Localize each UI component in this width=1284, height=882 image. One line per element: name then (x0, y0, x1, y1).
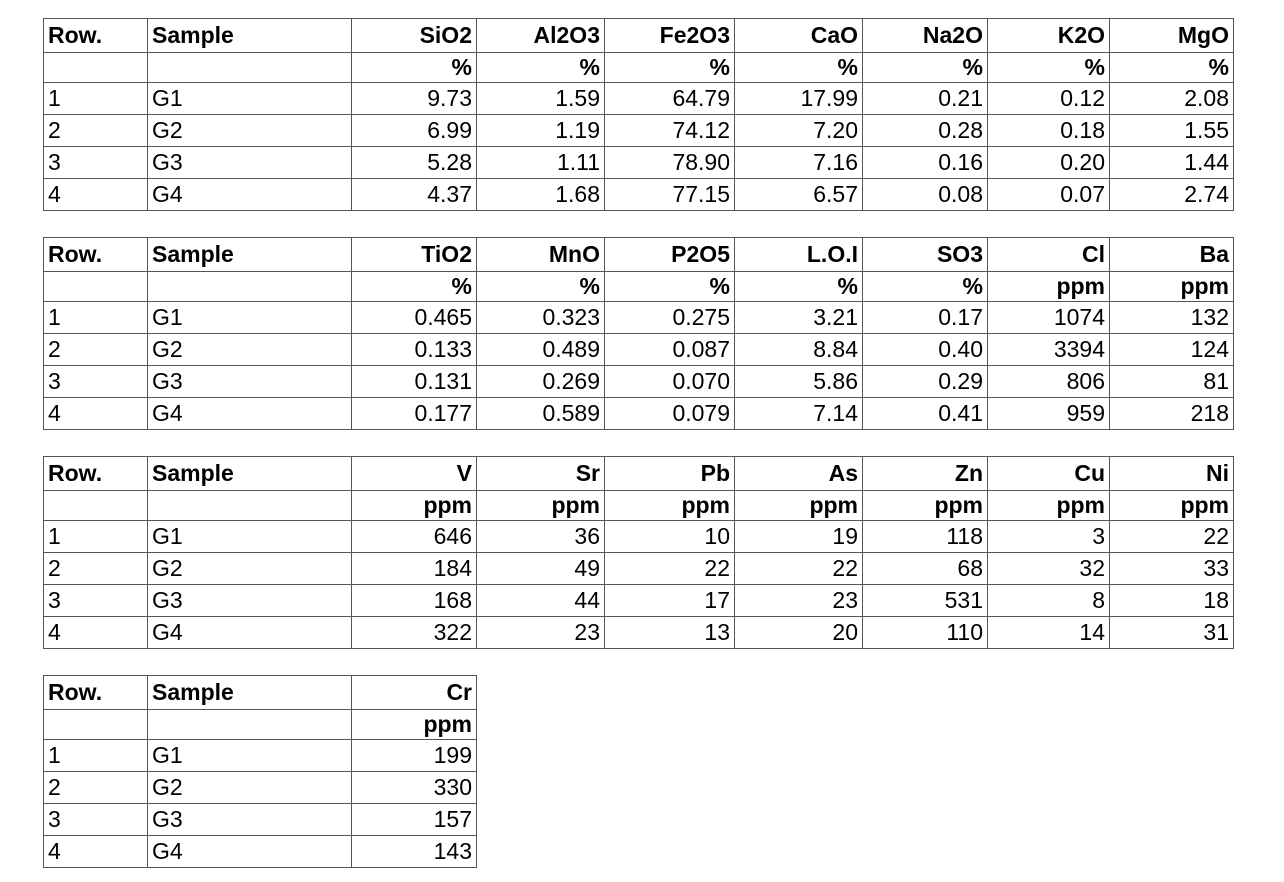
value-cell: 3394 (988, 334, 1110, 366)
column-header: Na2O (863, 19, 988, 53)
table-row (44, 617, 1234, 649)
value-cell: 1074 (988, 302, 1110, 334)
row-header: Row. (44, 457, 148, 491)
value-cell: 1.55 (1110, 115, 1234, 147)
value-cell: 1.44 (1110, 147, 1234, 179)
sample-cell: G1 (148, 740, 352, 772)
value-cell: 199 (352, 740, 477, 772)
column-header: SiO2 (352, 19, 477, 53)
sample-cell: G1 (148, 302, 352, 334)
unit-cell: ppm (988, 272, 1110, 302)
value-cell: 22 (1110, 521, 1234, 553)
unit-cell: % (477, 53, 605, 83)
value-cell: 531 (863, 585, 988, 617)
value-cell: 0.177 (352, 398, 477, 430)
value-cell: 0.589 (477, 398, 605, 430)
sample-cell: G2 (148, 553, 352, 585)
value-cell: 7.16 (735, 147, 863, 179)
column-header: L.O.I (735, 238, 863, 272)
empty-cell (148, 53, 352, 83)
value-cell: 1.11 (477, 147, 605, 179)
table-row (44, 772, 477, 804)
sample-cell: G2 (148, 772, 352, 804)
column-header: Pb (605, 457, 735, 491)
data-table-4 (43, 675, 477, 868)
value-cell: 132 (1110, 302, 1234, 334)
table-row (44, 366, 1234, 398)
header-row (44, 457, 1234, 491)
value-cell: 0.275 (605, 302, 735, 334)
sample-cell: G1 (148, 521, 352, 553)
row-number-cell: 1 (44, 521, 148, 553)
value-cell: 14 (988, 617, 1110, 649)
column-header: Ni (1110, 457, 1234, 491)
unit-cell: ppm (605, 491, 735, 521)
value-cell: 3.21 (735, 302, 863, 334)
value-cell: 0.20 (988, 147, 1110, 179)
value-cell: 8.84 (735, 334, 863, 366)
value-cell: 143 (352, 836, 477, 868)
row-number-cell: 4 (44, 179, 148, 211)
table-row (44, 398, 1234, 430)
value-cell: 22 (735, 553, 863, 585)
empty-cell (44, 491, 148, 521)
row-number-cell: 1 (44, 83, 148, 115)
row-number-cell: 4 (44, 836, 148, 868)
value-cell: 19 (735, 521, 863, 553)
value-cell: 5.86 (735, 366, 863, 398)
value-cell: 20 (735, 617, 863, 649)
value-cell: 0.17 (863, 302, 988, 334)
sample-cell: G4 (148, 617, 352, 649)
value-cell: 6.99 (352, 115, 477, 147)
value-cell: 0.489 (477, 334, 605, 366)
value-cell: 0.28 (863, 115, 988, 147)
table-row (44, 553, 1234, 585)
value-cell: 0.070 (605, 366, 735, 398)
row-number-cell: 2 (44, 115, 148, 147)
empty-cell (44, 710, 148, 740)
value-cell: 218 (1110, 398, 1234, 430)
column-header: SO3 (863, 238, 988, 272)
unit-cell: % (352, 272, 477, 302)
column-header: V (352, 457, 477, 491)
value-cell: 0.131 (352, 366, 477, 398)
unit-cell: ppm (735, 491, 863, 521)
row-number-cell: 1 (44, 302, 148, 334)
empty-cell (148, 710, 352, 740)
value-cell: 646 (352, 521, 477, 553)
column-header: Cl (988, 238, 1110, 272)
value-cell: 330 (352, 772, 477, 804)
value-cell: 64.79 (605, 83, 735, 115)
unit-row (44, 491, 1234, 521)
value-cell: 0.323 (477, 302, 605, 334)
value-cell: 7.20 (735, 115, 863, 147)
empty-cell (148, 491, 352, 521)
unit-row (44, 710, 477, 740)
unit-cell: ppm (477, 491, 605, 521)
column-header: As (735, 457, 863, 491)
value-cell: 17 (605, 585, 735, 617)
column-header: Cu (988, 457, 1110, 491)
row-number-cell: 4 (44, 617, 148, 649)
unit-row (44, 53, 1234, 83)
column-header: Al2O3 (477, 19, 605, 53)
column-header: Ba (1110, 238, 1234, 272)
row-number-cell: 3 (44, 804, 148, 836)
value-cell: 0.40 (863, 334, 988, 366)
unit-cell: ppm (352, 710, 477, 740)
table-row (44, 334, 1234, 366)
value-cell: 32 (988, 553, 1110, 585)
value-cell: 0.079 (605, 398, 735, 430)
value-cell: 806 (988, 366, 1110, 398)
sample-cell: G3 (148, 366, 352, 398)
unit-cell: % (735, 272, 863, 302)
value-cell: 118 (863, 521, 988, 553)
table-row (44, 115, 1234, 147)
sample-header: Sample (148, 19, 352, 53)
table-row (44, 804, 477, 836)
value-cell: 322 (352, 617, 477, 649)
value-cell: 0.133 (352, 334, 477, 366)
value-cell: 23 (735, 585, 863, 617)
value-cell: 2.74 (1110, 179, 1234, 211)
unit-cell: ppm (1110, 272, 1234, 302)
unit-cell: ppm (863, 491, 988, 521)
table-row (44, 302, 1234, 334)
value-cell: 959 (988, 398, 1110, 430)
table-row (44, 740, 477, 772)
column-header: MgO (1110, 19, 1234, 53)
column-header: Fe2O3 (605, 19, 735, 53)
value-cell: 23 (477, 617, 605, 649)
column-header: Cr (352, 676, 477, 710)
table-row (44, 521, 1234, 553)
column-header: TiO2 (352, 238, 477, 272)
sample-cell: G4 (148, 179, 352, 211)
value-cell: 17.99 (735, 83, 863, 115)
sample-header: Sample (148, 457, 352, 491)
unit-cell: ppm (352, 491, 477, 521)
value-cell: 157 (352, 804, 477, 836)
value-cell: 81 (1110, 366, 1234, 398)
sample-cell: G4 (148, 398, 352, 430)
value-cell: 4.37 (352, 179, 477, 211)
row-number-cell: 3 (44, 585, 148, 617)
unit-cell: % (735, 53, 863, 83)
value-cell: 0.12 (988, 83, 1110, 115)
header-row (44, 238, 1234, 272)
value-cell: 0.08 (863, 179, 988, 211)
table-row (44, 147, 1234, 179)
unit-cell: % (1110, 53, 1234, 83)
value-cell: 1.59 (477, 83, 605, 115)
sample-cell: G1 (148, 83, 352, 115)
column-header: P2O5 (605, 238, 735, 272)
unit-cell: ppm (1110, 491, 1234, 521)
row-header: Row. (44, 238, 148, 272)
table-row (44, 179, 1234, 211)
empty-cell (44, 53, 148, 83)
row-number-cell: 2 (44, 334, 148, 366)
sample-cell: G2 (148, 334, 352, 366)
sample-cell: G3 (148, 804, 352, 836)
empty-cell (44, 272, 148, 302)
column-header: MnO (477, 238, 605, 272)
data-table-3 (43, 456, 1234, 649)
value-cell: 0.29 (863, 366, 988, 398)
value-cell: 0.269 (477, 366, 605, 398)
sample-cell: G2 (148, 115, 352, 147)
data-table-1 (43, 18, 1234, 211)
unit-cell: % (477, 272, 605, 302)
value-cell: 0.07 (988, 179, 1110, 211)
value-cell: 44 (477, 585, 605, 617)
empty-cell (148, 272, 352, 302)
row-number-cell: 3 (44, 147, 148, 179)
value-cell: 110 (863, 617, 988, 649)
value-cell: 10 (605, 521, 735, 553)
value-cell: 2.08 (1110, 83, 1234, 115)
row-number-cell: 3 (44, 366, 148, 398)
table-row (44, 83, 1234, 115)
sample-cell: G3 (148, 585, 352, 617)
unit-cell: % (863, 272, 988, 302)
row-header: Row. (44, 676, 148, 710)
sample-cell: G3 (148, 147, 352, 179)
value-cell: 13 (605, 617, 735, 649)
value-cell: 68 (863, 553, 988, 585)
value-cell: 33 (1110, 553, 1234, 585)
header-row (44, 676, 477, 710)
value-cell: 6.57 (735, 179, 863, 211)
value-cell: 124 (1110, 334, 1234, 366)
unit-row (44, 272, 1234, 302)
column-header: Sr (477, 457, 605, 491)
value-cell: 7.14 (735, 398, 863, 430)
value-cell: 49 (477, 553, 605, 585)
value-cell: 0.16 (863, 147, 988, 179)
unit-cell: % (863, 53, 988, 83)
row-number-cell: 4 (44, 398, 148, 430)
unit-cell: % (988, 53, 1110, 83)
unit-cell: % (605, 272, 735, 302)
value-cell: 168 (352, 585, 477, 617)
unit-cell: % (605, 53, 735, 83)
value-cell: 0.21 (863, 83, 988, 115)
header-row (44, 19, 1234, 53)
row-header: Row. (44, 19, 148, 53)
value-cell: 184 (352, 553, 477, 585)
sample-header: Sample (148, 238, 352, 272)
column-header: K2O (988, 19, 1110, 53)
value-cell: 0.465 (352, 302, 477, 334)
value-cell: 18 (1110, 585, 1234, 617)
sample-cell: G4 (148, 836, 352, 868)
value-cell: 78.90 (605, 147, 735, 179)
row-number-cell: 1 (44, 740, 148, 772)
value-cell: 8 (988, 585, 1110, 617)
row-number-cell: 2 (44, 553, 148, 585)
column-header: CaO (735, 19, 863, 53)
value-cell: 0.18 (988, 115, 1110, 147)
table-row (44, 585, 1234, 617)
data-table-2 (43, 237, 1234, 430)
value-cell: 74.12 (605, 115, 735, 147)
value-cell: 22 (605, 553, 735, 585)
column-header: Zn (863, 457, 988, 491)
value-cell: 1.19 (477, 115, 605, 147)
value-cell: 3 (988, 521, 1110, 553)
value-cell: 0.41 (863, 398, 988, 430)
value-cell: 36 (477, 521, 605, 553)
table-row (44, 836, 477, 868)
value-cell: 5.28 (352, 147, 477, 179)
value-cell: 9.73 (352, 83, 477, 115)
sample-header: Sample (148, 676, 352, 710)
unit-cell: ppm (988, 491, 1110, 521)
value-cell: 77.15 (605, 179, 735, 211)
row-number-cell: 2 (44, 772, 148, 804)
unit-cell: % (352, 53, 477, 83)
value-cell: 1.68 (477, 179, 605, 211)
value-cell: 31 (1110, 617, 1234, 649)
value-cell: 0.087 (605, 334, 735, 366)
